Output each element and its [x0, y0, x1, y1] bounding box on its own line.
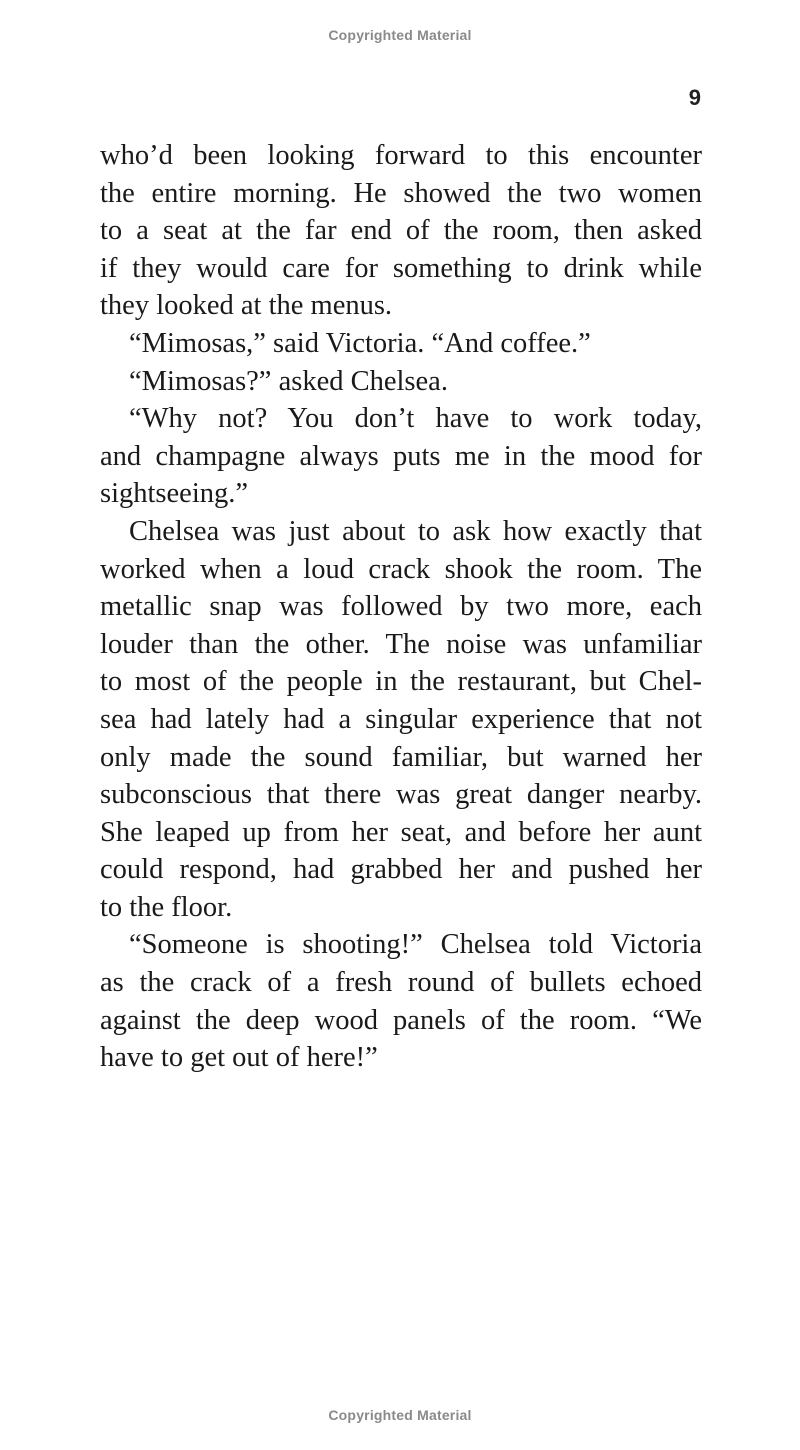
- text-line: Chelsea was just about to ask how exactly that: [129, 515, 702, 547]
- text-line: “Someone is shooting!” Chelsea told Victoria: [129, 929, 702, 961]
- paragraph: [100, 325, 702, 363]
- page-footer-note: Copyrighted Material: [328, 1407, 472, 1423]
- text-line: worked when a loud crack shook the room. The: [100, 553, 702, 585]
- paragraph: [100, 513, 702, 927]
- text-line: metallic snap was followed by two more, each: [100, 591, 702, 623]
- text-line: who’d been looking forward to this encounter: [100, 140, 702, 171]
- text-line: they looked at the menus.: [100, 290, 393, 322]
- text-line: if they would care for something to drink while: [100, 252, 702, 284]
- text-line: sea had lately had a singular experience that not: [100, 703, 702, 735]
- text-line: sightseeing.”: [100, 478, 249, 510]
- text-line: and champagne always puts me in the mood for: [100, 440, 702, 472]
- text-line: to a seat at the far end of the room, then asked: [100, 215, 702, 247]
- text-line: as the crack of a fresh round of bullets echoed: [100, 967, 702, 999]
- paragraph: [100, 363, 702, 401]
- text-line: “Mimosas?” asked Chelsea.: [129, 365, 448, 397]
- text-line: She leaped up from her seat, and before her aunt: [100, 816, 702, 848]
- text-line: the entire morning. He showed the two women: [100, 177, 702, 209]
- page-header-note: Copyrighted Material: [328, 27, 472, 43]
- text-line: to the floor.: [100, 891, 233, 923]
- text-line: to most of the people in the restaurant, but Chel-: [100, 666, 702, 698]
- text-line: louder than the other. The noise was unfamiliar: [100, 628, 702, 660]
- paragraph: [100, 137, 702, 325]
- text-line: “Mimosas,” said Victoria. “And coffee.”: [129, 327, 591, 359]
- text-line: could respond, had grabbed her and pushed her: [100, 854, 702, 886]
- page-number: 9: [688, 85, 701, 110]
- body-text: [100, 137, 702, 1077]
- paragraph: [100, 400, 702, 513]
- text-line: against the deep wood panels of the room. “We: [100, 1004, 702, 1036]
- text-line: “Why not? You don’t have to work today,: [129, 403, 702, 435]
- text-line: subconscious that there was great danger nearby.: [100, 779, 702, 811]
- text-line: have to get out of here!”: [100, 1042, 378, 1074]
- paragraph: [100, 926, 702, 1076]
- text-line: only made the sound familiar, but warned her: [100, 741, 702, 773]
